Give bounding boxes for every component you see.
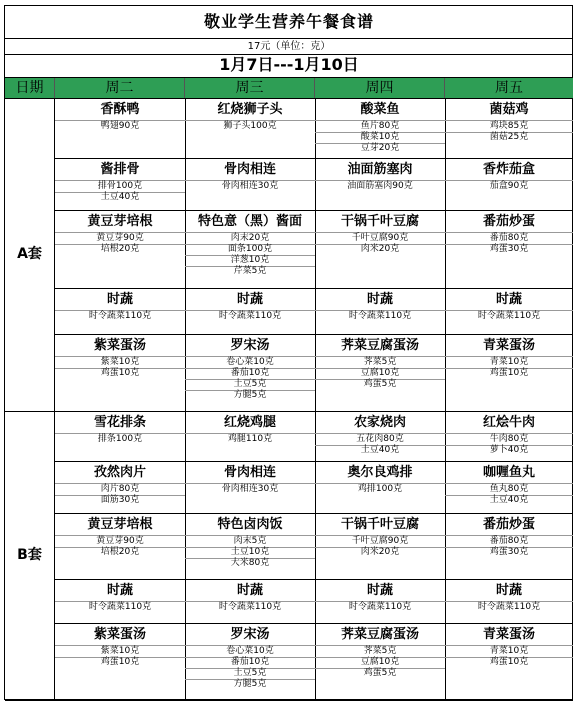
ingredient: 时令蔬菜110克 xyxy=(88,602,152,612)
date-range: 1月7日---1月10日 xyxy=(219,55,359,74)
dish-name: 雪花排条 xyxy=(93,415,146,430)
dish-name: 干锅千叶豆腐 xyxy=(340,517,419,532)
dish-name: 骨肉相连 xyxy=(223,162,276,177)
dish-name: 油面筋塞肉 xyxy=(347,162,413,177)
ingredient: 面条100克 xyxy=(227,244,273,254)
ingredient: 黄豆芽90克 xyxy=(96,536,144,546)
ingredient: 荠菜5克 xyxy=(363,646,397,656)
ingredient: 肉米20克 xyxy=(360,547,400,557)
ingredient: 豆芽20克 xyxy=(360,143,400,153)
dish-name: 番茄炒蛋 xyxy=(482,214,535,229)
ingredient: 番茄10克 xyxy=(230,368,270,378)
ingredient: 鸡蛋10克 xyxy=(100,657,140,667)
ingredient: 鸡蛋10克 xyxy=(489,368,529,378)
day-header-wed: 周三 xyxy=(185,78,315,98)
set-label: B套 xyxy=(5,411,55,700)
ingredient: 番茄10克 xyxy=(230,657,270,667)
ingredient: 时令蔬菜110克 xyxy=(88,311,152,321)
ingredient: 萝卜40克 xyxy=(489,445,529,455)
dish-name: 时蔬 xyxy=(106,292,133,307)
ingredient: 时令蔬菜110克 xyxy=(348,602,412,612)
price-unit-note: 17元（单位：克） xyxy=(5,38,573,55)
ingredient: 时令蔬菜110克 xyxy=(218,602,282,612)
dish-name: 菌菇鸡 xyxy=(489,102,529,117)
ingredient: 千叶豆腐90克 xyxy=(351,233,409,243)
ingredient: 洋葱10克 xyxy=(230,255,270,265)
ingredient: 鸡蛋5克 xyxy=(363,379,397,389)
ingredient: 肉片80克 xyxy=(100,484,140,494)
ingredient: 紫菜10克 xyxy=(100,646,140,656)
dish-name: 罗宋汤 xyxy=(230,338,270,353)
dish-name: 特色卤肉饭 xyxy=(217,517,283,532)
dish-name: 酱排骨 xyxy=(100,162,140,177)
ingredient: 时令蔬菜110克 xyxy=(218,311,282,321)
ingredient: 土豆40克 xyxy=(360,445,400,455)
dish-name: 咖喱鱼丸 xyxy=(482,465,535,480)
set-divider xyxy=(5,700,573,701)
dish-name: 荠菜豆腐蛋汤 xyxy=(340,627,419,642)
dish-name: 红烩牛肉 xyxy=(482,415,535,430)
date-column-header: 日期 xyxy=(5,78,55,98)
ingredient: 鱼丸80克 xyxy=(489,484,529,494)
ingredient: 牛肉80克 xyxy=(489,434,529,444)
ingredient: 方腿5克 xyxy=(233,679,267,689)
ingredient: 方腿5克 xyxy=(233,390,267,400)
ingredient: 番茄80克 xyxy=(489,233,529,243)
dish-name: 紫菜蛋汤 xyxy=(93,627,146,642)
ingredient: 卷心菜10克 xyxy=(226,646,274,656)
dish-name: 骨肉相连 xyxy=(223,465,276,480)
ingredient: 排条100克 xyxy=(97,434,143,444)
dish-name: 紫菜蛋汤 xyxy=(93,338,146,353)
ingredient: 鸡蛋30克 xyxy=(489,244,529,254)
dish-name: 孜然肉片 xyxy=(93,465,146,480)
day-header-fri: 周五 xyxy=(495,80,523,96)
ingredient: 青菜10克 xyxy=(489,646,529,656)
dish-name: 干锅千叶豆腐 xyxy=(340,214,419,229)
ingredient: 时令蔬菜110克 xyxy=(477,602,541,612)
dish-name: 时蔬 xyxy=(495,292,522,307)
ingredient: 鸡蛋10克 xyxy=(489,657,529,667)
ingredient: 菌菇25克 xyxy=(489,132,529,142)
dish-name: 时蔬 xyxy=(495,583,522,598)
ingredient: 茄盒90克 xyxy=(489,181,529,191)
ingredient: 培根20克 xyxy=(100,547,140,557)
dish-name: 酸菜鱼 xyxy=(360,102,400,117)
ingredient: 肉末20克 xyxy=(230,233,270,243)
dish-name: 时蔬 xyxy=(236,292,263,307)
dish-name: 青菜蛋汤 xyxy=(482,338,535,353)
dish-name: 罗宋汤 xyxy=(230,627,270,642)
dish-name: 时蔬 xyxy=(366,292,393,307)
ingredient: 肉末5克 xyxy=(233,536,267,546)
ingredient: 豆腐10克 xyxy=(360,657,400,667)
ingredient: 番茄80克 xyxy=(489,536,529,546)
ingredient: 培根20克 xyxy=(100,244,140,254)
ingredient: 荠菜5克 xyxy=(363,357,397,367)
dish-name: 黄豆芽培根 xyxy=(87,517,153,532)
dish-name: 香炸茄盒 xyxy=(482,162,535,177)
dish-name: 黄豆芽培根 xyxy=(87,214,153,229)
ingredient: 鸡蛋5克 xyxy=(363,668,397,678)
dish-name: 时蔬 xyxy=(106,583,133,598)
ingredient: 五花肉80克 xyxy=(356,434,404,444)
ingredient: 鸡块85克 xyxy=(489,121,529,131)
ingredient: 骨肉相连30克 xyxy=(221,484,279,494)
dish-name: 时蔬 xyxy=(236,583,263,598)
dish-name: 时蔬 xyxy=(366,583,393,598)
dish-name: 青菜蛋汤 xyxy=(482,627,535,642)
ingredient: 土豆40克 xyxy=(489,495,529,505)
ingredient: 面筋30克 xyxy=(100,495,140,505)
dish-name: 红烧鸡腿 xyxy=(223,415,276,430)
ingredient: 鸭翅90克 xyxy=(100,121,140,131)
ingredient: 青菜10克 xyxy=(489,357,529,367)
ingredient: 狮子头100克 xyxy=(223,121,277,131)
ingredient: 土豆5克 xyxy=(233,379,267,389)
ingredient: 时令蔬菜110克 xyxy=(477,311,541,321)
ingredient: 黄豆芽90克 xyxy=(96,233,144,243)
page-title: 敬业学生营养午餐食谱 xyxy=(203,12,374,31)
ingredient: 酸菜10克 xyxy=(360,132,400,142)
ingredient: 千叶豆腐90克 xyxy=(351,536,409,546)
day-header-tue: 周二 xyxy=(55,78,185,98)
ingredient: 紫菜10克 xyxy=(100,357,140,367)
ingredient: 鸡排100克 xyxy=(357,484,403,494)
dish-name: 红烧狮子头 xyxy=(217,102,283,117)
ingredient: 时令蔬菜110克 xyxy=(348,311,412,321)
day-header-thu: 周四 xyxy=(315,78,445,98)
ingredient: 油面筋塞肉90克 xyxy=(347,181,413,191)
ingredient: 鸡腿110克 xyxy=(227,434,273,444)
dish-name: 番茄炒蛋 xyxy=(482,517,535,532)
dish-name: 奥尔良鸡排 xyxy=(347,465,413,480)
ingredient: 肉米20克 xyxy=(360,244,400,254)
ingredient: 鸡蛋30克 xyxy=(489,547,529,557)
ingredient: 土豆10克 xyxy=(230,547,270,557)
ingredient: 豆腐10克 xyxy=(360,368,400,378)
day-header-row xyxy=(5,77,573,99)
ingredient: 鸡蛋10克 xyxy=(100,368,140,378)
ingredient: 芹菜5克 xyxy=(233,266,267,276)
ingredient: 土豆5克 xyxy=(233,668,267,678)
dish-name: 特色意（黑）酱面 xyxy=(197,214,302,229)
ingredient: 骨肉相连30克 xyxy=(221,181,279,191)
dish-name: 荠菜豆腐蛋汤 xyxy=(340,338,419,353)
ingredient: 土豆40克 xyxy=(100,192,140,202)
ingredient: 大米80克 xyxy=(230,558,270,568)
ingredient: 鱼片80克 xyxy=(360,121,400,131)
dish-name: 农家烧肉 xyxy=(353,415,406,430)
set-label: A套 xyxy=(5,98,55,411)
dish-name: 香酥鸭 xyxy=(100,102,140,117)
ingredient: 卷心菜10克 xyxy=(226,357,274,367)
ingredient: 排骨100克 xyxy=(97,181,143,191)
